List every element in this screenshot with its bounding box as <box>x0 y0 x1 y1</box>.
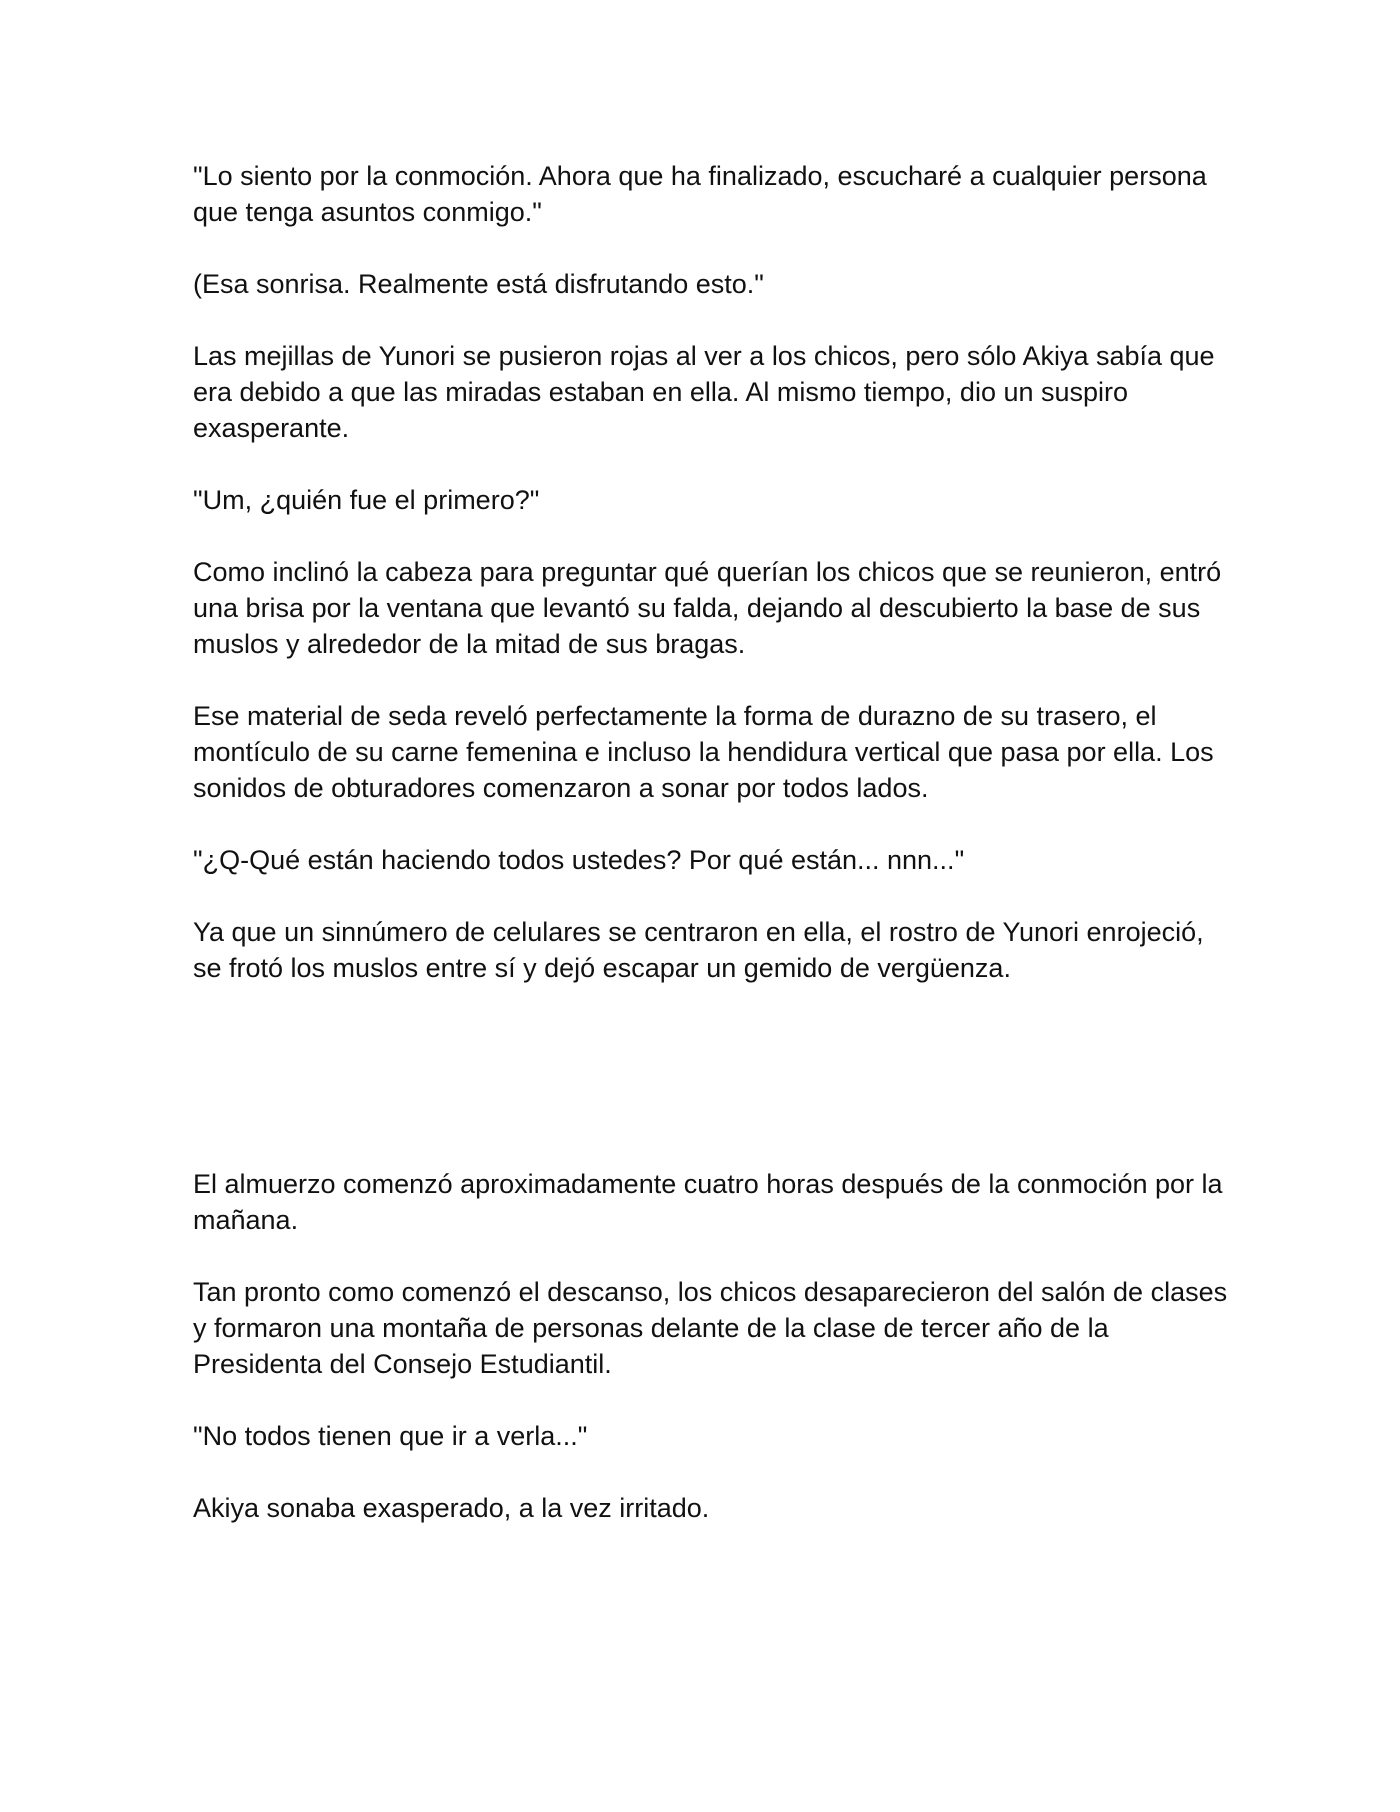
paragraph: Ese material de seda reveló perfectamente la forma de durazno de su trasero, el montículo de su carne femenina e incluso la hendidura vertical que pasa por ella. Los sonidos de obturadores comenzaron a sonar por todos lados. <box>193 701 1214 803</box>
paragraph: Las mejillas de Yunori se pusieron rojas al ver a los chicos, pero sólo Akiya sabía que era debido a que las miradas estaban en ella. Al mismo tiempo, dio un suspiro exasperante. <box>193 341 1215 443</box>
paragraph: Como inclinó la cabeza para preguntar qué querían los chicos que se reunieron, entró una brisa por la ventana que levantó su falda, dejando al descubierto la base de sus muslos y alrededor de la mitad de sus bragas. <box>193 557 1222 659</box>
paragraph: Tan pronto como comenzó el descanso, los chicos desaparecieron del salón de clases y formaron una montaña de personas delante de la clase de tercer año de la Presidenta del Consejo Estudiantil. <box>193 1277 1228 1379</box>
paragraph: Akiya sonaba exasperado, a la vez irritado. <box>193 1493 710 1523</box>
paragraph: "¿Q-Qué están haciendo todos ustedes? Por qué están... nnn..." <box>193 845 965 875</box>
section-break <box>193 1022 1233 1166</box>
paragraph: Ya que un sinnúmero de celulares se centraron en ella, el rostro de Yunori enrojeció, se frotó los muslos entre sí y dejó escapar un gemido de vergüenza. <box>193 917 1204 983</box>
paragraph: "No todos tienen que ir a verla..." <box>193 1421 588 1451</box>
paragraph: "Um, ¿quién fue el primero?" <box>193 485 540 515</box>
document-body <box>193 158 1233 1562</box>
paragraph: "Lo siento por la conmoción. Ahora que ha finalizado, escucharé a cualquier persona que tenga asuntos conmigo." <box>193 161 1207 227</box>
paragraph: El almuerzo comenzó aproximadamente cuatro horas después de la conmoción por la mañana. <box>193 1169 1223 1235</box>
paragraph: (Esa sonrisa. Realmente está disfrutando esto." <box>193 269 764 299</box>
